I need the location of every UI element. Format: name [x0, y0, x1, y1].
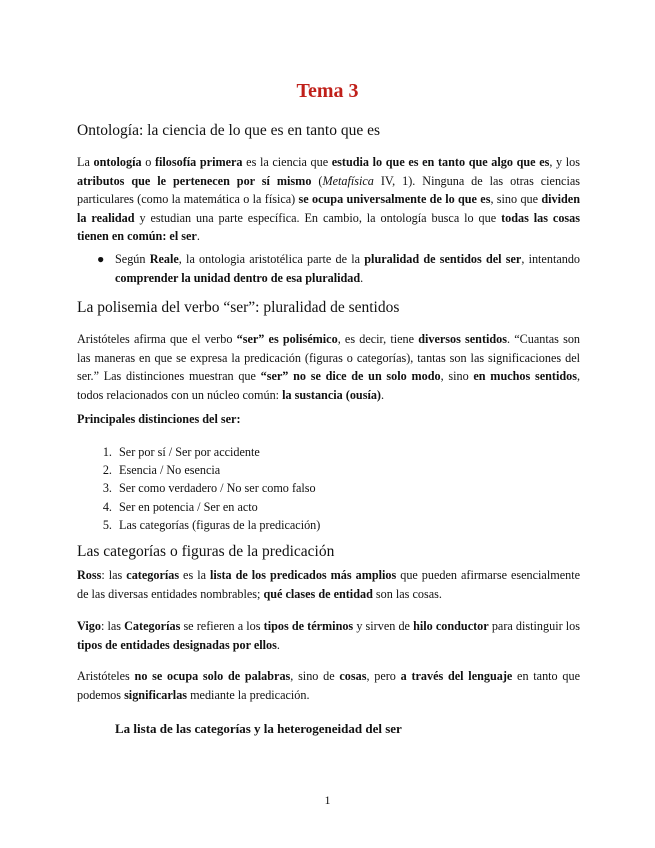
text-run: en tanto que podemos [77, 669, 580, 702]
text-run: que pueden afirmarse esencialmente de las diversas entidades nombrables; [77, 568, 581, 601]
emphasis-text: ontología [93, 155, 142, 169]
emphasis-text: en muchos sentidos [473, 369, 577, 383]
section-heading-categorias: Las categorías o figuras de la predicación [77, 543, 335, 560]
text-run: mediante la predicación. [187, 687, 310, 702]
text-run: . [360, 270, 364, 285]
emphasis-text: dividen la realidad [77, 192, 580, 225]
emphasis-text: significarlas [124, 687, 188, 702]
emphasis-text: Vigo [77, 619, 101, 633]
emphasis-text: todas las cosas tienen en común: el ser [77, 210, 580, 243]
emphasis-text: pluralidad de sentidos del ser [364, 252, 522, 266]
distinctions-list [77, 443, 320, 534]
list-item: 2. Esencia / No esencia [115, 461, 320, 479]
text-run: , es decir, tiene [337, 332, 419, 346]
emphasis-text: atributos que le pertenecen por sí mismo [77, 173, 312, 188]
text-run: : las [100, 619, 125, 633]
emphasis-text: Categorías [124, 619, 181, 633]
paragraph-polisemia [77, 330, 580, 404]
text-run: se refieren a los [180, 619, 264, 633]
text-run: es la [179, 568, 210, 582]
emphasis-text: cosas [339, 669, 367, 683]
emphasis-text: a través del lenguaje [400, 669, 513, 683]
text-run: . [196, 229, 200, 243]
text-run: y estudian una parte específica. En cambio, la ontología busca lo que [134, 210, 502, 225]
emphasis-text: se ocupa universalmente de lo que es [298, 192, 491, 206]
emphasis-text: “ser” es polisémico [236, 332, 338, 346]
emphasis-text: estudia lo que es en tanto que algo que es [331, 155, 550, 169]
text-run: . “Cuantas son las maneras en que se expresa la predicación (figuras o categorías), tantas son las significaciones del ser.” Las distinciones muestran que [77, 332, 581, 383]
text-run: La [77, 155, 94, 169]
emphasis-text: “ser” no se dice de un solo modo [260, 369, 441, 383]
text-run: , pero [366, 669, 401, 683]
emphasis-text: filosofía primera [154, 155, 243, 169]
text-run: , todos relacionados con un núcleo común: [77, 369, 580, 402]
text-run: , sino de [290, 669, 340, 683]
emphasis-text: tipos de términos [263, 619, 354, 633]
emphasis-text: qué clases de entidad [263, 586, 373, 601]
section-heading-polisemia: La polisemia del verbo “ser”: pluralidad de sentidos [77, 299, 400, 316]
emphasis-text: la sustancia (ousía) [282, 387, 381, 402]
list-item: 5. Las categorías (figuras de la predicación) [115, 516, 320, 534]
page-number: 1 [324, 793, 331, 807]
emphasis-text: categorías [126, 568, 180, 582]
text-run: IV, 1). Ninguna de las otras ciencias particulares (como la matemática o la física) [77, 173, 581, 206]
text-run: , intentando [521, 252, 581, 266]
text-run: , sino que [490, 192, 542, 206]
text-run: para distinguir los [488, 619, 580, 633]
paragraph-aristoteles [77, 667, 580, 704]
list-item: 4. Ser en potencia / Ser en acto [115, 498, 320, 516]
paragraph-ross [77, 566, 580, 603]
emphasis-text: comprender la unidad dentro de esa pluralidad [115, 270, 361, 285]
text-run: , sino [440, 369, 474, 383]
text-run: Según [115, 252, 150, 266]
emphasis-text: tipos de entidades designadas por ellos [77, 637, 277, 652]
text-run: : las [101, 568, 127, 582]
list-item: 1. Ser por sí / Ser por accidente [115, 443, 320, 461]
bullet-icon: ● [97, 252, 105, 266]
text-run: , la ontologia aristotélica parte de la [178, 252, 365, 266]
emphasis-text: Reale [149, 252, 179, 266]
text-run: o [141, 155, 155, 169]
document-title: Tema 3 [296, 80, 359, 102]
italic-text: Metafísica [322, 173, 374, 188]
section-heading-ontologia: Ontología: la ciencia de lo que es en tanto que es [77, 122, 381, 139]
emphasis-text: diversos sentidos [418, 332, 508, 346]
emphasis-text: no se ocupa solo de palabras [134, 669, 291, 683]
emphasis-text: Ross [77, 568, 102, 582]
subheading-distinciones: Principales distinciones del ser: [77, 412, 241, 426]
list-item: 3. Ser como verdadero / No ser como falso [115, 479, 320, 497]
paragraph-vigo [77, 617, 580, 654]
text-run: y sirven de [353, 619, 414, 633]
emphasis-text: lista de los predicados más amplios [209, 568, 397, 582]
emphasis-text: hilo conductor [413, 619, 489, 633]
text-run: son las cosas. [372, 586, 442, 601]
text-run: Aristóteles afirma que el verbo [77, 332, 237, 346]
section-heading-lista: La lista de las categorías y la heterogeneidad del ser [115, 721, 402, 736]
paragraph-ontologia [77, 153, 580, 246]
text-run: Aristóteles [77, 669, 135, 683]
text-run: . [276, 637, 280, 652]
text-run: , y los [549, 155, 580, 169]
text-run: es la ciencia que [242, 155, 332, 169]
bullet-text [115, 252, 580, 285]
text-run: ( [311, 173, 323, 188]
bullet-item-reale [97, 250, 580, 287]
text-run: . [380, 387, 385, 402]
